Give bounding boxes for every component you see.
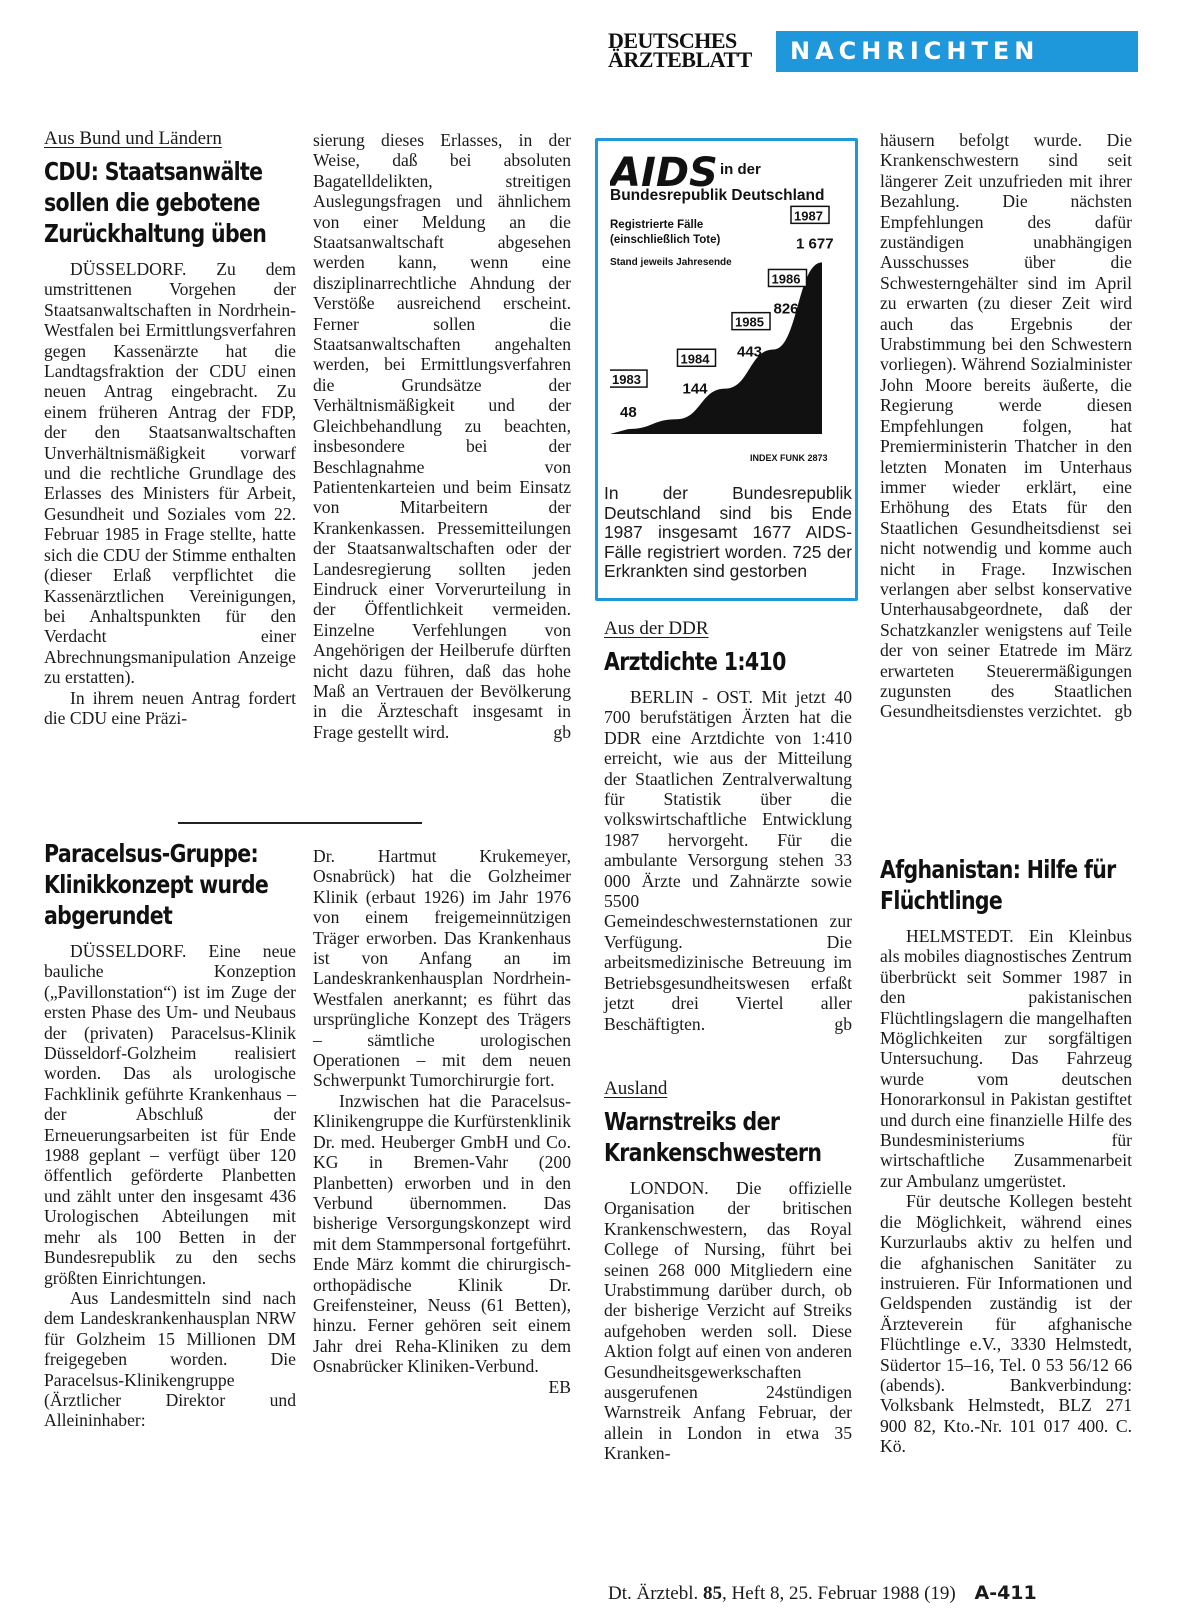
article-ausland-text2: häusern befolgt wurde. Die Krankenschwestern sind seit längerer Zeit unzufrieden mit ihrer Bezahlung. Die nächsten Empfehlungen des dafür zuständigen unabhängigen Ausschusses über die Schwesterngehälter sind im April zu erwarten (zu dieser Zeit wird auch das Ergebnis der Urabstimmung bei den Schwestern vorliegen). Während Sozialminister John Moore bereits äußerte, die Regierung werde diesen Empfehlungen folgen, hat Premierministerin Thatcher in den letzten Monaten im Unterhaus immer wieder erklärt, eine Erhöhung des Etats für den Staatlichen Gesundheitsdienst sei nicht notwendig und komme auch nicht in Frage. Inzwischen verlangen aber selbst konservative Unterhausabgeordnete, daß der Schatzkanzler wenigstens auf Teile der von seiner Etatrede im März erwarteten Steuerermäßigungen zugunsten des Staatlichen Gesundheitsdienstes verzichtet. gb bbox=[880, 130, 1132, 722]
year-label-1984: 1984 bbox=[680, 351, 710, 367]
headline-ddr: Arztdichte 1:410 bbox=[604, 647, 786, 676]
signature: gb bbox=[553, 721, 571, 742]
signature: gb bbox=[834, 1013, 852, 1034]
page-footer bbox=[608, 1582, 1037, 1605]
headline-afghanistan: Afghanistan: Hilfe für Flüchtlinge bbox=[880, 855, 1116, 915]
footer-page-number: A-411 bbox=[974, 1582, 1037, 1604]
chart-title: Bundesrepublik Deutschland bbox=[610, 187, 825, 204]
article-ddr bbox=[604, 618, 852, 1034]
article-ausland-col2 bbox=[880, 130, 1132, 722]
divider-rule bbox=[178, 822, 422, 824]
headline-cdu: CDU: Staatsanwälte sollen die gebotene Zurückhaltung üben bbox=[44, 157, 267, 248]
year-label-1985: 1985 bbox=[735, 314, 764, 330]
chart-title-suffix: in der bbox=[720, 161, 761, 178]
footer-issue: , Heft 8, 25. Februar 1988 (19) bbox=[721, 1583, 956, 1604]
headline-ausland: Warnstreiks der Krankenschwestern bbox=[604, 1107, 822, 1167]
article-paracelsus-text3: Inzwischen hat die Paracelsus-Klinikengruppe die Kurfürstenklinik Dr. med. Heuberger GmbH und Co. KG in Bremen-Vahr (200 Planbetten) erworben und in den Verbund übernommen. Das bisherige Versorgungskonzept wird mit dem Stammpersonal fortgeführt. Ende März kommt die chirurgisch-orthopädische Klinik Dr. Greifensteiner, Neuss (61 Betten), hinzu. Ferner gehören seit einem Jahr drei Reha-Kliniken zu dem Osnabrücker Kliniken-Verbund. EB bbox=[313, 1090, 571, 1397]
value-label-1987: 1 677 bbox=[796, 235, 834, 253]
article-afghanistan-text: HELMSTEDT. Ein Kleinbus als mobiles diagnostisches Zentrum überbrückt seit Sommer 1987 in den pakistanischen Flüchtlingslagern die mangelhaften Möglichkeiten zur sorgfältigen Untersuchung. Das Fahrzeug wurde vom deutschen Honorarkonsul in Pakistan gestiftet und durch eine finanzielle Hilfe des Bundesministeriums für wirtschaftliche Zusammenarbeit zur Ambulanz umgerüstet. Für deutsche Kollegen besteht die Möglichkeit, während eines Kurzurlaubs aktiv zu helfen und die afghanischen Sanitäter zu instruieren. Für Informationen und Geldspenden zuständig ist der Ärzteverein für afghanische Flüchtlinge e.V., 3330 Helmstedt, Südertor 15–16, Tel. 0 53 56/12 66 (abends). Bankverbindung: Volksbank Helmstedt, BLZ 271 900 82, Kto.-Nr. 101 017 400. C. Kö. bbox=[880, 926, 1132, 1457]
year-label-1986: 1986 bbox=[771, 271, 801, 287]
aids-chart-svg bbox=[610, 142, 855, 477]
chart-subtitle-1: Registrierte Fälle bbox=[610, 219, 704, 231]
article-paracelsus-col1 bbox=[44, 838, 296, 1431]
article-cdu-text1: DÜSSELDORF. Zu dem umstrittenen Vorgehen der Staatsanwaltschaften in Nordrhein-Westfalen bei Ermittlungsverfahren gegen Kassenärzte hat die Landtagsfraktion der CDU einen neuen Antrag eingebracht. Zu einem früheren Antrag der FDP, der den Staatsanwaltschaften Unverhältnismäßigkeit vorwarf und die rechtliche Grundlage des Erlasses des Ministers für Arbeit, Gesundheit und Soziales vom 22. Februar 1985 in Frage stellte, hatte sich die CDU der Stimme enthalten (dieser Erlaß verpflichtet die Kassenärztlichen Vereinigungen, bei Anhaltspunkten für den Verdacht einer Abrechnungsmanipulation Anzeige zu erstatten). In ihrem neuen Antrag fordert die CDU eine Präzi- bbox=[44, 259, 296, 728]
aids-chart bbox=[610, 142, 855, 477]
signature: EB bbox=[548, 1376, 571, 1397]
article-afghanistan bbox=[880, 848, 1132, 1457]
chart-subtitle-3: Stand jeweils Jahresende bbox=[610, 257, 732, 268]
article-ausland bbox=[604, 1078, 852, 1464]
article-ausland-text1: LONDON. Die offizielle Organisation der britischen Krankenschwestern, das Royal College of Nursing, führt bei seinen 268 000 Mitgliedern eine Urabstimmung darüber durch, ob der bisherige Verzicht auf Streiks aufgehoben werden soll. Diese Aktion folgt auf einen von anderen Gesundheitsgewerkschaften ausgerufenen 24stündigen Warnstreik Anfang Februar, der allein in London in etwa 35 Kranken- bbox=[604, 1178, 852, 1464]
article-paracelsus-col2 bbox=[313, 846, 571, 1397]
value-label-1986: 826 bbox=[773, 300, 799, 318]
footer-volume: 85 bbox=[702, 1583, 722, 1604]
chart-subtitle-2: (einschließlich Tote) bbox=[610, 234, 721, 246]
article-cdu-col1 bbox=[44, 128, 296, 728]
chart-source: INDEX FUNK 2873 bbox=[750, 453, 828, 463]
logo-line-1: DEUTSCHES bbox=[608, 28, 737, 53]
article-cdu-col2 bbox=[313, 130, 571, 742]
year-label-1987: 1987 bbox=[794, 208, 823, 224]
chart-logo-word: AIDS bbox=[610, 150, 718, 196]
year-label-1983: 1983 bbox=[612, 372, 641, 388]
section-title: NACHRICHTEN bbox=[790, 37, 1040, 65]
article-ddr-text: BERLIN - OST. Mit jetzt 40 700 berufstätigen Ärzten hat die DDR eine Arztdichte von 1:410 erreicht, wie aus der Mitteilung der Staatlichen Zentralverwaltung für Statistik über die volkswirtschaftliche Entwicklung 1987 hervorgeht. Für die ambulante Versorgung stehen 33 000 Ärzte und Zahnärzte sowie 5500 Gemeindeschwesternstationen zur Verfügung. Die arbeitsmedizinische Betreuung im Betriebsgesundheitswesen erfaßt jetzt drei Viertel aller Beschäftigten. gb bbox=[604, 687, 852, 1034]
rubric-ddr: Aus der DDR bbox=[604, 618, 709, 639]
journal-logo bbox=[608, 28, 756, 75]
value-label-1984: 144 bbox=[682, 380, 708, 398]
chart-caption: In der Bundesrepublik Deutschland sind bis Ende 1987 insgesamt 1677 AIDS-Fälle registriert worden. 725 der Erkrankten sind gestorben bbox=[604, 483, 852, 582]
article-paracelsus-text2: Dr. Hartmut Krukemeyer, Osnabrück) hat die Golzheimer Klinik (erbaut 1926) im Jahr 1976 von einem freigemeinnützigen Träger erworben. Das Krankenhaus ist von Anfang an im Landeskrankenhausplan Nordrhein-Westfalen anerkannt; es führt das ursprüngliche Konzept des Trägers – sämtliche urologischen Operationen – mit dem neuen Schwerpunkt Tumorchirurgie fort. bbox=[313, 846, 571, 1091]
article-paracelsus-text1: DÜSSELDORF. Eine neue bauliche Konzeption („Pavillonstation“) ist im Zuge der ersten Phase des Um- und Neubaus der (privaten) Paracelsus-Klinik Düsseldorf-Golzheim realisiert worden. Das als urologische Fachklinik geführte Krankenhaus – der Abschluß der Erneuerungsarbeiten ist für Ende 1988 geplant – verfügt über 120 öffentlich geförderte Planbetten und zählt unter den insgesamt 436 Urologischen Abteilungen mit mehr als 100 Betten in der Bundesrepublik zu den sechs größten Einrichtungen. Aus Landesmitteln sind nach dem Landeskrankenhausplan NRW für Golzheim 15 Millionen DM freigegeben worden. Die Paracelsus-Klinikengruppe (Ärztlicher Direktor und Alleininhaber: bbox=[44, 941, 296, 1431]
signature: gb bbox=[1114, 701, 1132, 722]
footer-journal: Dt. Ärztebl. bbox=[608, 1583, 699, 1604]
value-label-1983: 48 bbox=[620, 404, 637, 422]
article-cdu-text2: sierung dieses Erlasses, in der Weise, daß bei absoluten Bagatelldelikten, streitigen Auslegungsfragen und ähnlichem von einer Meldung an die Staatsanwaltschaft abgesehen werden kann, wenn eine disziplinarrechtliche Ahndung der Verstöße ausreichend erscheint. Ferner sollen die Staatsanwaltschaften angehalten werden, bei Ermittlungsverfahren die Grundsätze der Verhältnismäßigkeit und der Gleichbehandlung zu beachten, insbesondere bei der Beschlagnahme von Patientenkarteien und beim Einsatz von Mitarbeitern der Krankenkassen. Pressemitteilungen der Staatsanwaltschaften oder der Landesregierung sollten jeden Eindruck einer Vorverurteilung in der Öffentlichkeit vermeiden. Einzelne Verfehlungen von Angehörigen der Heilberufe dürften nicht dazu führen, daß das hohe Maß an Vertrauen der Bevölkerung in die Ärzteschaft insgesamt in Frage gestellt wird. gb bbox=[313, 130, 571, 742]
rubric-bund-laender: Aus Bund und Ländern bbox=[44, 128, 222, 149]
value-label-1985: 443 bbox=[737, 343, 763, 361]
section-banner bbox=[776, 31, 1138, 72]
logo-line-2: ÄRZTEBLATT bbox=[608, 47, 752, 72]
rubric-ausland: Ausland bbox=[604, 1078, 668, 1099]
headline-paracelsus: Paracelsus-Gruppe: Klinikkonzept wurde abgerundet bbox=[44, 839, 269, 930]
